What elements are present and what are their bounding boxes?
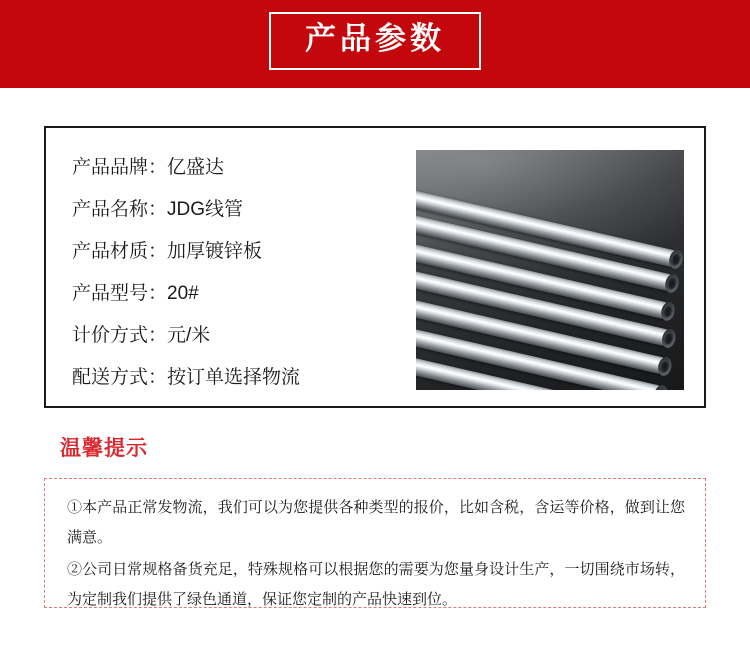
spec-row-brand [72, 156, 416, 180]
specification-card [44, 126, 706, 408]
product-photo [416, 150, 684, 390]
tip-line-2: ②公司日常规格备货充足，特殊规格可以根据您的需要为您量身设计生产，一切围绕市场转，为定制我们提供了绿色通道，保证您定制的产品快速到位。 [67, 561, 685, 608]
spec-value-brand: 亿盛达 [167, 157, 225, 178]
tip-line-1: ①本产品正常发物流，我们可以为您提供各种类型的报价，比如含税，含运等价格，做到让您满意。 [67, 499, 685, 546]
spec-value-material: 加厚镀锌板 [167, 241, 263, 262]
spec-value-delivery: 按订单选择物流 [167, 367, 301, 388]
spec-label-name: 产品名称： [72, 199, 168, 220]
specification-card-inner [46, 128, 704, 406]
page-title: 产品参数 [305, 21, 445, 56]
tips-title: 温馨提示 [60, 437, 148, 460]
spec-row-delivery [72, 366, 416, 390]
specification-list [72, 146, 416, 388]
spec-row-material [72, 240, 416, 264]
spec-value-model: 20# [167, 283, 199, 304]
spec-label-brand: 产品品牌： [72, 157, 168, 178]
spec-label-delivery: 配送方式： [72, 367, 168, 388]
page-banner [0, 0, 750, 88]
spec-row-name [72, 198, 416, 222]
tube-end-cap-icon [656, 356, 673, 377]
spec-value-pricing: 元/米 [167, 325, 211, 346]
spec-label-material: 产品材质： [72, 241, 168, 262]
spec-label-model: 产品型号： [72, 283, 168, 304]
tube-end-cap-icon [660, 328, 677, 349]
spec-label-pricing: 计价方式： [72, 325, 168, 346]
spec-value-name: JDG线管 [167, 199, 244, 220]
tube-end-cap-icon [659, 301, 676, 322]
spec-row-pricing [72, 324, 416, 348]
banner-title-frame [269, 12, 481, 70]
tips-box [44, 478, 706, 608]
tube-end-cap-icon [652, 384, 669, 390]
spec-row-model [72, 282, 416, 306]
